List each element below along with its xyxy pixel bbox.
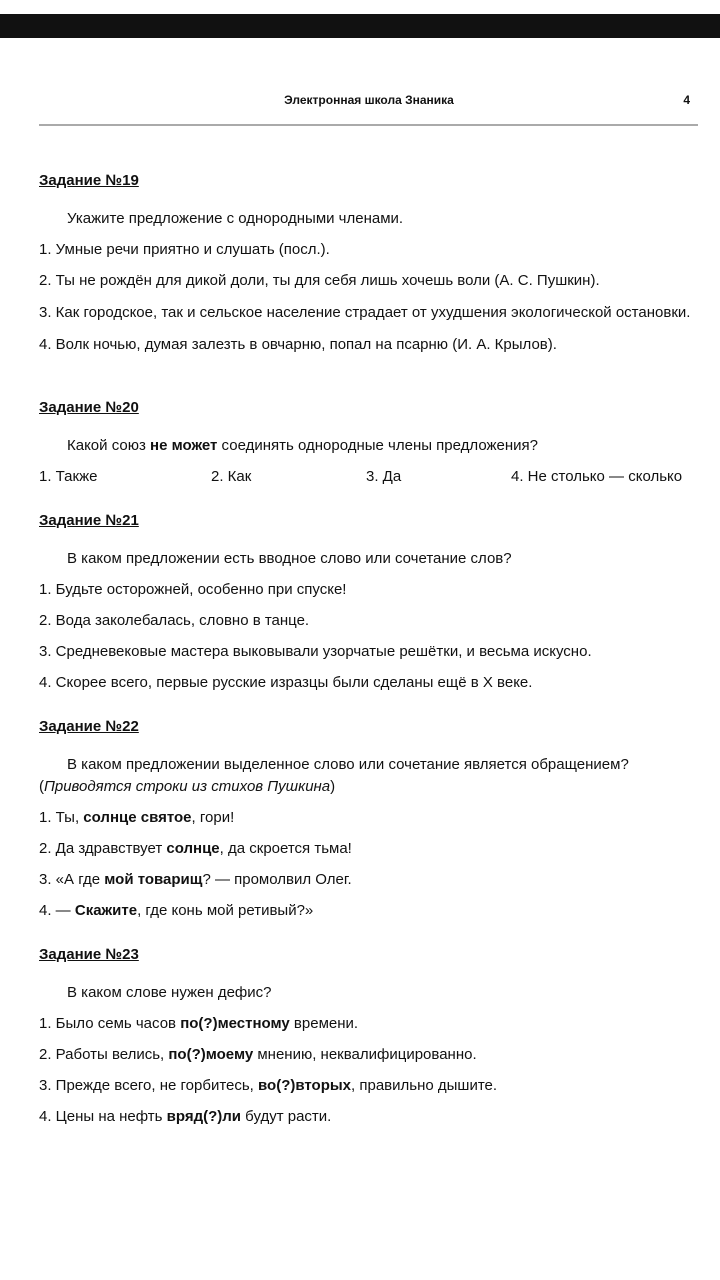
task-option: 2. Как — [211, 468, 252, 485]
note-bracket: ) — [330, 778, 336, 795]
task-option: 4. Волк ночью, думая залезть в овчарню, попал на псарню (И. А. Крылов). — [39, 336, 557, 353]
option-highlight: Скажите — [74, 902, 138, 919]
note-text: Приводятся строки из стихов Пушкина — [44, 778, 331, 795]
task-question: В каком предложении есть вводное слово или сочетание слов? — [67, 550, 512, 567]
option-text: будут расти. — [241, 1108, 332, 1125]
option-text: , гори! — [191, 809, 235, 826]
option-highlight: солнце святое — [83, 809, 192, 826]
option-highlight: вряд(?)ли — [166, 1108, 242, 1125]
header-divider — [39, 124, 698, 126]
task-option — [39, 1013, 709, 1035]
task-heading: Задание №19 — [39, 172, 139, 189]
option-text: 4. Цены на нефть — [39, 1108, 167, 1125]
task-heading: Задание №20 — [39, 399, 139, 416]
task-heading: Задание №22 — [39, 718, 139, 735]
option-highlight: по(?)местному — [180, 1015, 290, 1032]
task-option — [39, 900, 709, 922]
task-heading: Задание №21 — [39, 512, 139, 529]
option-text: , где конь мой ретивый?» — [137, 902, 314, 919]
task-option: 3. Как городское, так и сельское население страдает от ухудшения экологической остановки. — [39, 304, 691, 321]
task-question: Укажите предложение с однородными членами. — [67, 210, 404, 227]
option-highlight: мой товарищ — [104, 871, 203, 888]
task-22 — [39, 716, 709, 922]
task-23 — [39, 944, 709, 1128]
option-text: 1. Было семь часов — [39, 1015, 181, 1032]
question-text: Какой союз — [67, 437, 151, 454]
option-text: 2. Работы велись, — [39, 1046, 169, 1063]
task-option — [39, 1075, 709, 1097]
option-highlight: во(?)вторых — [258, 1077, 352, 1094]
task-question: В каком слове нужен дефис? — [67, 984, 272, 1001]
task-option: 1. Будьте осторожней, особенно при спуске! — [39, 581, 347, 598]
option-text: 1. Ты, — [39, 809, 84, 826]
task-question: В каком предложении выделенное слово или сочетание является обращением? — [67, 756, 629, 773]
task-note — [39, 776, 709, 798]
task-20 — [39, 397, 709, 488]
question-emphasis: не может — [150, 437, 218, 454]
option-highlight: по(?)моему — [168, 1046, 254, 1063]
task-heading: Задание №23 — [39, 946, 139, 963]
option-text: , да скроется тьма! — [219, 840, 352, 857]
task-option: 3. Да — [366, 468, 402, 485]
task-option: 2. Вода заколебалась, словно в танце. — [39, 612, 310, 629]
task-option — [39, 1044, 709, 1066]
task-21 — [39, 510, 709, 694]
task-option: 1. Умные речи приятно и слушать (посл.). — [39, 241, 330, 258]
task-19 — [39, 170, 709, 356]
option-text: 3. «А где — [39, 871, 105, 888]
task-options-row — [39, 466, 709, 488]
task-option: 3. Средневековые мастера выковывали узорчатые решётки, и весьма искусно. — [39, 643, 592, 660]
option-highlight: солнце — [166, 840, 220, 857]
note-bracket: ( — [39, 778, 44, 795]
page-number: 4 — [683, 93, 690, 107]
task-question — [39, 435, 709, 457]
option-text: 2. Да здравствует — [39, 840, 167, 857]
task-option: 1. Также — [39, 468, 98, 485]
option-text: мнению, неквалифицированно. — [253, 1046, 477, 1063]
page-header-title: Электронная школа Знаника — [284, 93, 454, 107]
task-option: 4. Скорее всего, первые русские изразцы были сделаны ещё в X веке. — [39, 674, 533, 691]
question-text: соединять однородные члены предложения? — [217, 437, 539, 454]
task-option — [39, 869, 709, 891]
task-option — [39, 838, 709, 860]
option-text: , правильно дышите. — [351, 1077, 498, 1094]
task-option: 2. Ты не рождён для дикой доли, ты для себя лишь хочешь воли (А. С. Пушкин). — [39, 272, 600, 289]
option-text: времени. — [289, 1015, 359, 1032]
option-text: 3. Прежде всего, не горбитесь, — [39, 1077, 259, 1094]
task-option — [39, 807, 709, 829]
task-option — [39, 1106, 709, 1128]
option-text: ? — промолвил Олег. — [202, 871, 352, 888]
task-option: 4. Не столько — сколько — [511, 468, 683, 485]
option-text: 4. — — [39, 902, 75, 919]
